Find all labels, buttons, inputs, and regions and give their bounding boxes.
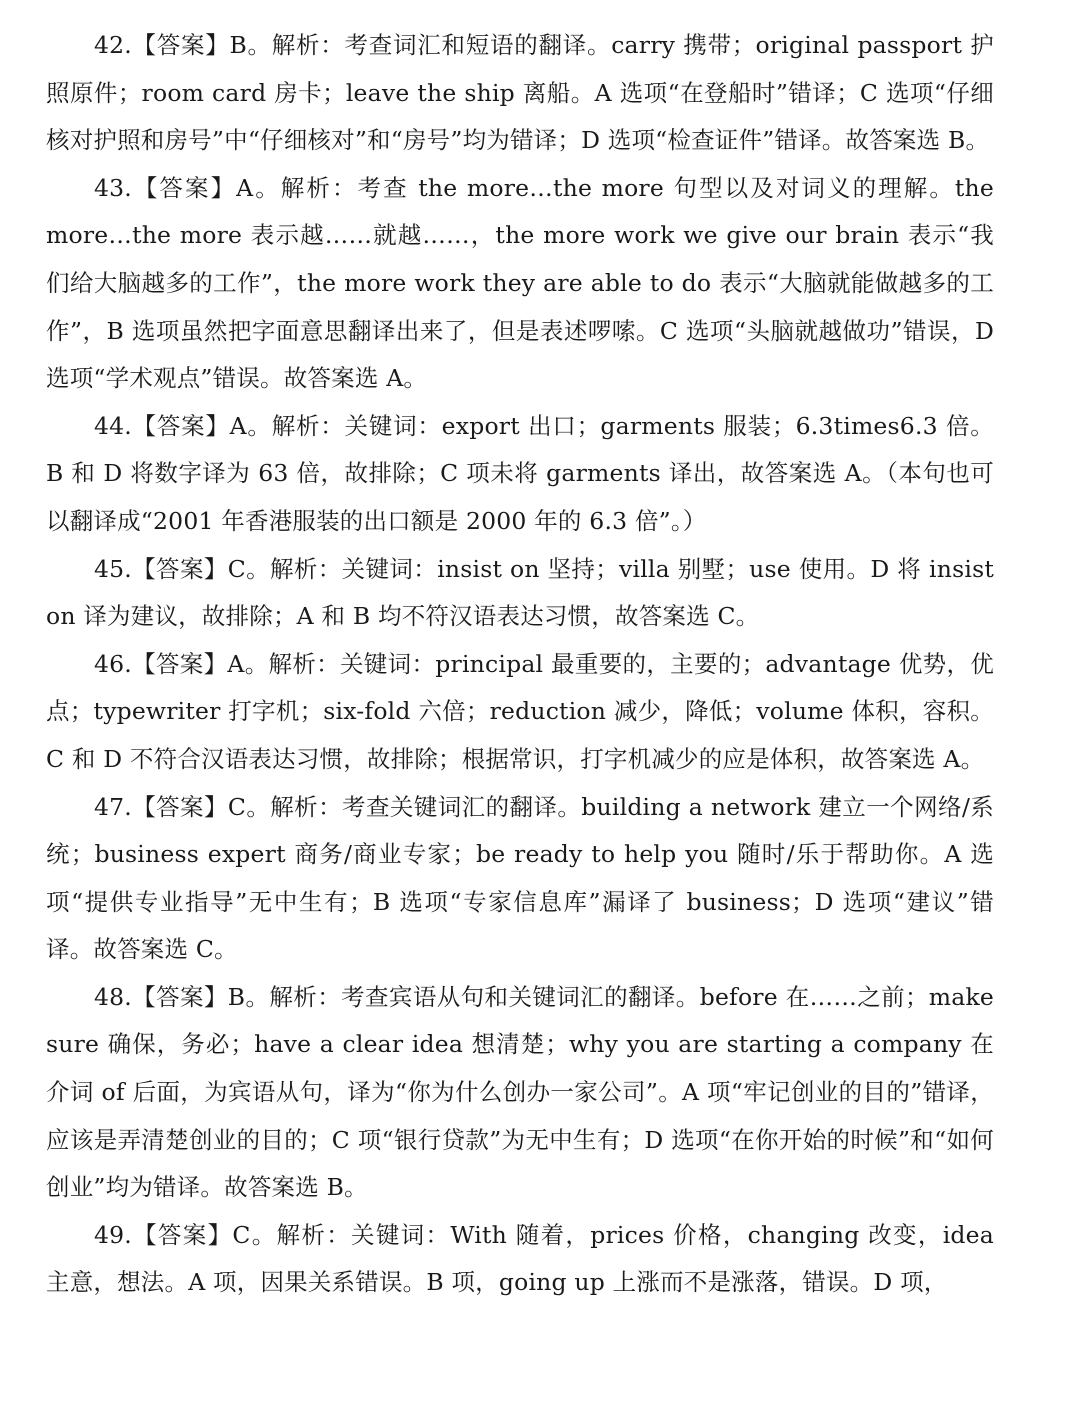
answer-48-paragraph: 48.【答案】B。解析：考查宾语从句和关键词汇的翻译。before 在……之前；make sure 确保，务必；have a clear idea 想清楚；why you are starting a company 在介词 of 后面，为宾语从句，译为“你为什么创办一家公司”。A 项“牢记创业的目的”错译，应该是弄清楚创业的目的；C 项“银行贷款”为无中生有；D 选项“在你开始的时候”和“如何创业”均为错译。故答案选 B。 [46, 982, 994, 1202]
answer-47-paragraph: 47.【答案】C。解析：考查关键词汇的翻译。building a network 建立一个网络/系统；business expert 商务/商业专家；be ready to help you 随时/乐于帮助你。A 选项“提供专业指导”无中生有；B 选项“专家信息库”漏译了 business；D 选项“建议”错译。故答案选 C。 [46, 792, 994, 964]
answer-49-paragraph: 49.【答案】C。解析：关键词：With 随着，prices 价格，changing 改变，idea 主意，想法。A 项，因果关系错误。B 项，going up 上涨而不是涨落，错误。D 项， [46, 1220, 994, 1297]
answer-46-paragraph: 46.【答案】A。解析：关键词：principal 最重要的，主要的；advantage 优势，优点；typewriter 打字机；six-fold 六倍；reduction 减少，降低；volume 体积，容积。C 和 D 不符合汉语表达习惯，故排除；根据常识，打字机减少的应是体积，故答案选 A。 [46, 649, 994, 773]
answer-44-paragraph: 44.【答案】A。解析：关键词：export 出口；garments 服装；6.3times6.3 倍。B 和 D 将数字译为 63 倍，故排除；C 项未将 garments 译出，故答案选 A。（本句也可以翻译成“2001 年香港服装的出口额是 2000 年的 6.3 倍”。） [46, 411, 994, 535]
answer-43-paragraph: 43.【答案】A。解析：考查 the more…the more 句型以及对词义的理解。the more…the more 表示越……就越……，the more work we give our brain 表示“我们给大脑越多的工作”，the more work they are able to do 表示“大脑就能做越多的工作”，B 选项虽然把字面意思翻译出来了，但是表述啰嗦。C 选项“头脑就越做功”错误，D 选项“学术观点”错误。故答案选 A。 [46, 173, 994, 393]
answer-explanations-page [46, 22, 994, 1307]
answer-45-paragraph: 45.【答案】C。解析：关键词：insist on 坚持；villa 别墅；use 使用。D 将 insist on 译为建议，故排除；A 和 B 均不符汉语表达习惯，故答案选 C。 [46, 554, 994, 631]
answer-42-paragraph: 42.【答案】B。解析：考查词汇和短语的翻译。carry 携带；original passport 护照原件；room card 房卡；leave the ship 离船。A 选项“在登船时”错译；C 选项“仔细核对护照和房号”中“仔细核对”和“房号”均为错译；D 选项“检查证件”错译。故答案选 B。 [46, 31, 994, 155]
